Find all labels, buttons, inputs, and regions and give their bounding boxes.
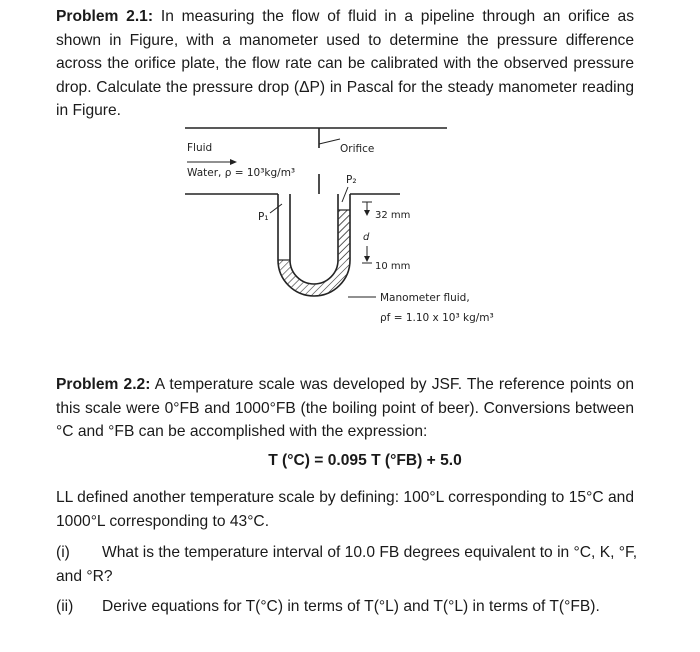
problem-2-2 [56, 373, 634, 444]
question-i-number: (i) [56, 544, 70, 561]
orifice-manometer-figure [150, 110, 510, 355]
conversion-equation: T (°C) = 0.095 T (°FB) + 5.0 [268, 452, 462, 469]
problem-2-1-text: In measuring the flow of fluid in a pipeline through an orifice as shown in Figure, with a manometer used to determine the pressure difference across the orifice plate, the flow rate can be calibrated with the observed pressure drop. Calculate the pressure drop (ΔP) in Pascal for the steady manometer reading in Figure. [56, 8, 635, 119]
orifice-label: Orifice [340, 143, 375, 155]
manometer-fluid-right-leg [338, 210, 350, 260]
flow-arrowhead [230, 159, 237, 165]
manometer-density: ρf = 1.10 x 10³ kg/m³ [380, 312, 494, 324]
problem-2-2-text: A temperature scale was developed by JSF. The reference points on this scale were 0°FB and 1000°FB (the boiling point of beer). Conversions between °C and °FB can be accomplished with the expression: [56, 376, 634, 440]
p1-leader [270, 204, 282, 213]
dim-32-label: 32 mm [375, 210, 411, 221]
p1-label: P₁ [258, 211, 269, 223]
question-i-text: What is the temperature interval of 10.0 FB degrees equivalent to in °C, K, °F, and °R? [56, 544, 638, 585]
u-tube-inner [290, 194, 338, 284]
manometer-label: Manometer fluid, [380, 292, 470, 304]
figure-svg [150, 110, 510, 350]
d-label: d [363, 232, 370, 243]
question-ii-number: (ii) [56, 598, 74, 615]
p2-label: P₂ [346, 174, 357, 186]
fluid-label: Fluid [187, 142, 213, 154]
ll-definition: LL defined another temperature scale by defining: 100°L corresponding to 15°C and 1000°L corresponding to 43°C. [56, 489, 634, 530]
problem-2-2-title: Problem 2.2: [56, 376, 151, 393]
water-label: Water, ρ = 10³kg/m³ [187, 167, 296, 179]
question-i [56, 541, 646, 588]
p2-leader [342, 187, 348, 202]
problem-2-1-title: Problem 2.1: [56, 8, 154, 25]
orifice-leader [319, 139, 340, 144]
question-ii [56, 595, 646, 619]
question-ii-text: Derive equations for T(°C) in terms of T(°L) and T(°L) in terms of T(°FB). [102, 598, 600, 615]
problem-2-1 [56, 5, 634, 123]
dim-10-label: 10 mm [375, 261, 411, 272]
